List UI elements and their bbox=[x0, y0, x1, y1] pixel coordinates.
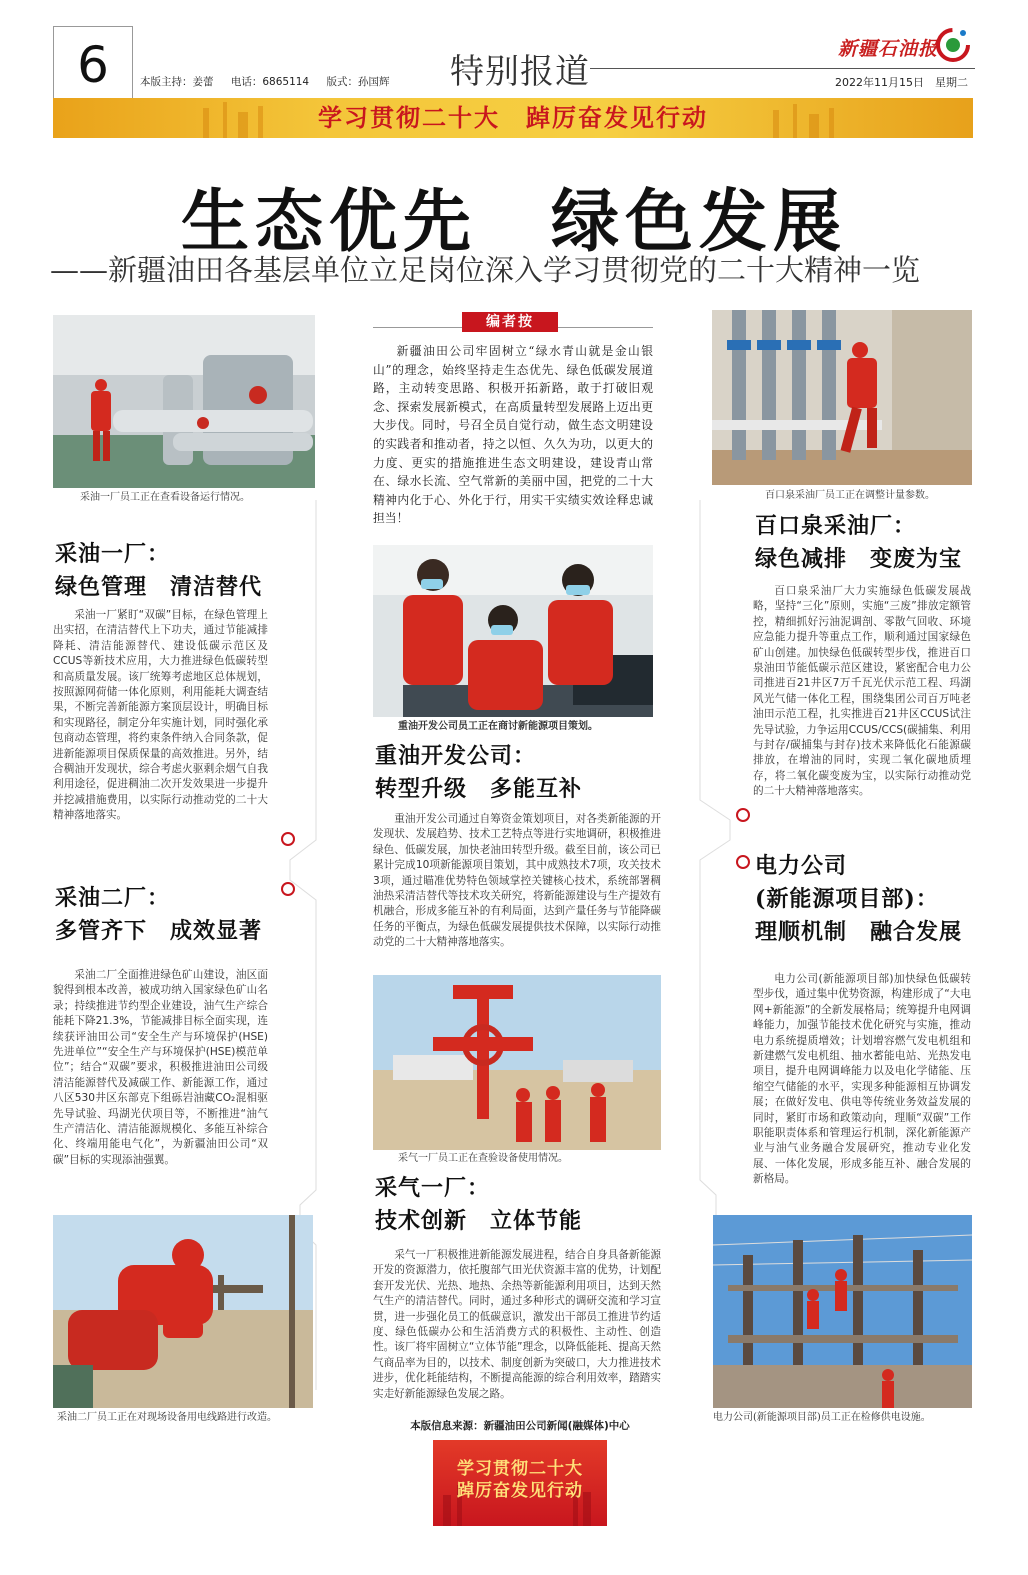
divider-circle-icon bbox=[281, 882, 295, 896]
article-power-body: 电力公司(新能源项目部)加快绿色低碳转型步伐，通过集中优势资源，构建形成了“大电网+新能源”的全新发展格局；统筹提升电网调峰能力，加强节能技术优化研究与实施，推动电力系统提质增效；计划增容燃气发电机组和新建燃气发电机组、抽水蓄能电站、光热发电项目，提升电网调峰能力以及电化学储能、压缩空气储能的水平，实现多种能源相互协调发展；在做好发电、供电等传统业务效益发展的同时，紧盯市场和政策动向，理顺“双碳”工作职能职责体系和管理运行机制，深化新能源产业与油气业务融合发展研究，推动专业化发展、一体化发展，形成多能互补、融合发展的新格局。 bbox=[753, 973, 971, 1186]
caption-photo3: 重油开发公司员工正在商讨新能源项目策划。 bbox=[398, 721, 598, 732]
article-baikou-title bbox=[755, 510, 962, 576]
article-gas-body: 采气一厂积极推进新能源发展进程，结合自身具备新能源开发的资源潜力，依托腹部气田光伏资源丰富的优势，计划配套开发光伏、光热、地热、余热等新能源利用项目，达到天然气生产的清洁替代。同时，通过多种形式的调研交流和学习宣贯，进一步强化员工的低碳意识，激发出干部员工推进节约适度、绿色低碳办公和生活消费方式的积极性、主动性、创造性。该厂将牢固树立“立体节能”理念，以降低能耗、提高天然气商品率为目的，以技术、制度创新为突破口，大力推进技术进步，优化耗能结构，不断提高能源的综合利用效率，踏踏实实走好新能源绿色发展之路。 bbox=[373, 1249, 661, 1400]
article-oil1-title-line2: 绿色管理 清洁替代 bbox=[55, 574, 263, 600]
phone-credit: 电话：6865114 bbox=[230, 76, 310, 88]
caption-photo6: 电力公司(新能源项目部)员工正在检修供电设施。 bbox=[713, 1412, 931, 1423]
caption-photo2: 百口泉采油厂员工正在调整计量参数。 bbox=[765, 490, 935, 501]
article-oil2-body: 采油二厂全面推进绿色矿山建设，油区面貌得到根本改善，被成功纳入国家绿色矿山名录；持续推进节约型企业建设，油气生产综合能耗下降21.3%，节能减排目标全面实现，连续获评油田公司“安全生产与环境保护(HSE)先进单位”“安全生产与环境保护(HSE)模范单位”；结合“双碳”要求，积极推进油田公司级清洁能源替代及减碳工作、新能源工作，通过八区530井区东部克下组砾岩油藏CO₂混相驱先导试验、玛湖光伏项目等，不断推进“油气生产清洁化、清洁能源规模化、多能互补综合化、终端用能电气化”，为新疆油田公司“双碳”目标的实现添油强翼。 bbox=[53, 969, 268, 1166]
article-baikou-title-line1: 百口泉采油厂： bbox=[755, 513, 917, 539]
page-source: 本版信息来源：新疆油田公司新闻(融媒体)中心 bbox=[410, 1420, 630, 1432]
article-oil2-title-line2: 多管齐下 成效显著 bbox=[55, 918, 263, 944]
divider-circle-icon bbox=[736, 855, 750, 869]
caption-photo1: 采油一厂员工正在查看设备运行情况。 bbox=[80, 492, 250, 503]
host-credit: 本版主持：姜蕾 bbox=[140, 76, 214, 88]
caption-photo5: 采油二厂员工正在对现场设备用电线路进行改造。 bbox=[57, 1412, 277, 1423]
article-heavy-body: 重油开发公司通过自筹资金策划项目，对各类新能源的开发现状、发展趋势、技术工艺特点等进行实地调研，积极推进绿色、低碳发展，加快老油田转型升级。截至目前，该公司已累计完成10项新能源项目策划，其中成熟技术7项，攻关技术3项，通过瞄准优势特色领域掌控关键核心技术，系统部署稠油热采清洁替代等技术攻关研究，将新能源建设与生产提效有机融合，形成多能互补的有利局面，达到产量任务与节能降碳任务的平衡点，为绿色低碳发展提供技术保障，以实际行动推动党的二十大精神落地落实。 bbox=[373, 813, 661, 949]
main-headline: 生态优先 绿色发展 bbox=[180, 183, 847, 262]
article-power-title bbox=[755, 850, 962, 949]
article-oil2-title bbox=[55, 882, 262, 948]
photo-oil-plant-1 bbox=[53, 315, 315, 488]
article-heavy-title-line1: 重油开发公司： bbox=[375, 743, 537, 769]
footer-badge bbox=[433, 1440, 607, 1526]
footer-badge-line1: 学习贯彻二十大 bbox=[457, 1459, 583, 1479]
article-heavy-title bbox=[375, 740, 582, 806]
main-subheadline: ——新疆油田各基层单位立足岗位深入学习贯彻党的二十大精神一览 bbox=[50, 253, 921, 287]
divider-circle-icon bbox=[736, 808, 750, 822]
top-banner bbox=[53, 98, 973, 138]
article-gas-title-line1: 采气一厂： bbox=[375, 1175, 491, 1201]
article-gas-title bbox=[375, 1172, 582, 1238]
article-oil2-title-line1: 采油二厂： bbox=[55, 885, 171, 911]
article-oil1-title bbox=[55, 538, 262, 604]
footer-badge-line2: 踔厉奋发见行动 bbox=[457, 1481, 583, 1501]
article-baikou-body: 百口泉采油厂大力实施绿色低碳发展战略，坚持“三化”原则，实施“三废”排放定额管控，精细抓好污油泥调剖、零散气回收、环境应急能力提升等重点工作，顺利通过国家绿色矿山创建。加快绿色低碳转型步伐，推进百口泉油田节能低碳示范区建设，紧密配合电力公司推进百21井区7万千瓦光伏示范工程、玛湖风光气储一体化工程，围绕集团公司百万吨老油田示范工程，扎实推进百21井区CCUS试注先导试验，力争运用CCUS/CCS(碳捕集、利用与封存/碳捕集与封存)技术来降低化石能源碳排放，在增油的同时，实现二氧化碳地质埋存，将二氧化碳变废为宝，以实际行动推动党的二十大精神落地落实。 bbox=[753, 585, 971, 798]
article-power-title-line1: 电力公司 bbox=[755, 853, 848, 879]
photo-heavy-oil bbox=[373, 545, 653, 717]
paper-logo: 新疆石油报 bbox=[838, 38, 939, 60]
editor-note-tag: 编者按 bbox=[462, 312, 558, 332]
article-gas-title-line2: 技术创新 立体节能 bbox=[375, 1208, 583, 1234]
article-power-title-line2: (新能源项目部)： bbox=[755, 886, 939, 912]
header-rule bbox=[590, 68, 975, 69]
paper-emblem-icon bbox=[933, 24, 973, 64]
article-oil1-body: 采油一厂紧盯“双碳”目标，在绿色管理上出实招，在清洁替代上下功夫，通过节能减排降耗、清洁能源替代、建设低碳示范区及CCUS等新技术应用，大力推进绿色低碳转型和高质量发展。该厂统筹考虑地区总体规划，按照源网荷储一体化原则，利用能耗大调查结果，不断完善新能源方案顶层设计，明确目标和实现路径，制定分年实施计划，同时强化承包商动态管理，将约束条件纳入合同条款，促进新能源项目保质保量的高效推进。另外，结合稠油开发现状，综合考虑火驱剩余烟气自我利用途径，促进稠油二次开发效果进一步提升并挖减措施费用，以实际行动推动党的二十大精神落地落实。 bbox=[53, 609, 268, 822]
banner-slogan: 学习贯彻二十大 踔厉奋发见行动 bbox=[318, 104, 708, 132]
photo-power-company bbox=[713, 1215, 972, 1408]
issue-date: 2022年11月15日 星期二 bbox=[835, 76, 968, 89]
editor-note-text: 新疆油田公司牢固树立“绿水青山就是金山银山”的理念，始终坚持走生态优先、绿色低碳发展道路，主动转变思路、积极开拓新路，敢于打破旧观念、探索发展新模式，在高质量转型发展路上迈出更大步伐。同时，号召全员自觉行动，做生态文明建设的实践者和推动者，持之以恒、久久为功，以更大的力度、更实的措施推进生态文明建设，建设青山常在、绿水长流、空气常新的美丽中国，把党的二十大精神内化于心、外化于行，用实干实绩实效诠释忠诚担当！ bbox=[373, 344, 653, 526]
photo-baikouquan bbox=[712, 310, 972, 485]
photo-oil-plant-2 bbox=[53, 1215, 313, 1408]
caption-photo4: 采气一厂员工正在查验设备使用情况。 bbox=[398, 1153, 568, 1164]
photo-gas-plant bbox=[373, 975, 661, 1150]
divider-circle-icon bbox=[281, 832, 295, 846]
article-baikou-title-line2: 绿色减排 变废为宝 bbox=[755, 546, 963, 572]
article-power-title-line3: 理顺机制 融合发展 bbox=[755, 919, 963, 945]
article-oil1-title-line1: 采油一厂： bbox=[55, 541, 171, 567]
page-number: 6 bbox=[53, 26, 133, 104]
layout-credit: 版式：孙国辉 bbox=[326, 76, 390, 88]
section-title: 特别报道 bbox=[450, 52, 590, 92]
page-credits bbox=[140, 74, 403, 89]
footer-badge-text bbox=[433, 1458, 607, 1502]
article-heavy-title-line2: 转型升级 多能互补 bbox=[375, 776, 583, 802]
